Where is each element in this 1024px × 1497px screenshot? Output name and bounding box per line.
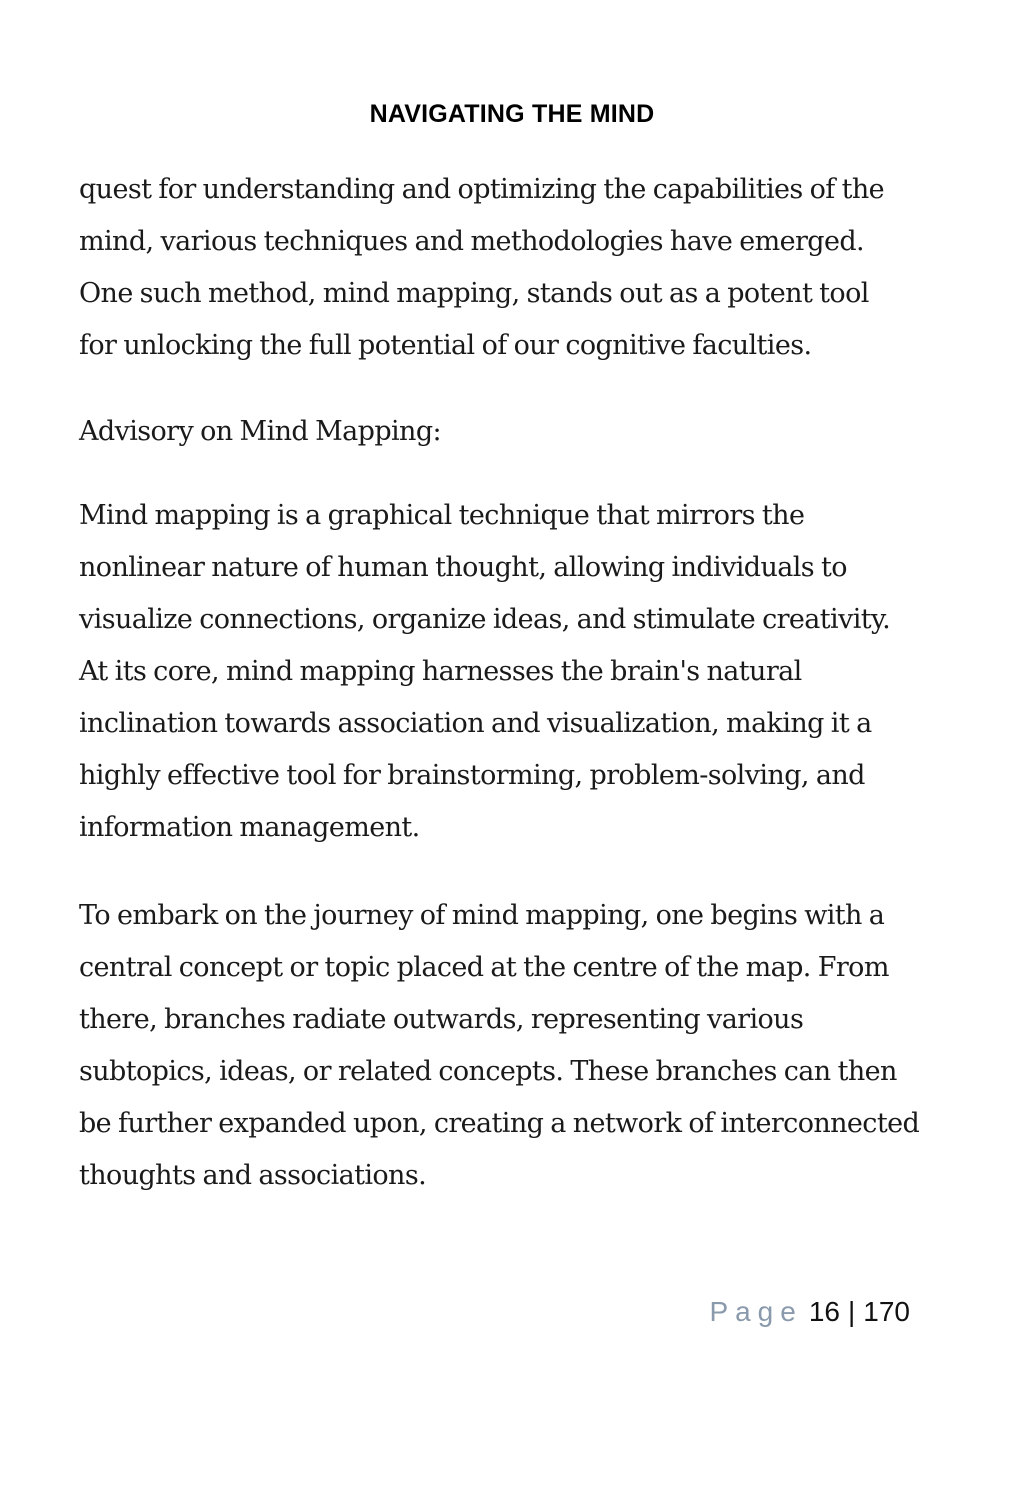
- text-line: subtopics, ideas, or related concepts. These branches can then: [79, 1056, 897, 1087]
- text-line: nonlinear nature of human thought, allowing individuals to: [79, 552, 847, 583]
- page-number: 16: [808, 1296, 840, 1327]
- page-separator: |: [848, 1296, 856, 1327]
- page-label: Page: [709, 1296, 803, 1327]
- text-line: thoughts and associations.: [79, 1160, 427, 1191]
- header-title: NAVIGATING THE MIND: [369, 100, 655, 128]
- text-line: One such method, mind mapping, stands out as a potent tool: [79, 278, 869, 309]
- text-line: for unlocking the full potential of our cognitive faculties.: [79, 330, 812, 361]
- text-line: Advisory on Mind Mapping:: [79, 416, 442, 447]
- text-line: there, branches radiate outwards, representing various: [79, 1004, 804, 1035]
- running-header: [0, 100, 1024, 129]
- text-line: At its core, mind mapping harnesses the brain's natural: [79, 656, 802, 687]
- paragraph-definition: [79, 490, 979, 854]
- page-footer: [709, 1296, 910, 1328]
- text-line: Mind mapping is a graphical technique that mirrors the: [79, 500, 805, 531]
- section-heading: [79, 406, 979, 458]
- paragraph-intro: [79, 164, 979, 372]
- total-pages: 170: [863, 1296, 910, 1327]
- text-line: be further expanded upon, creating a network of interconnected: [79, 1108, 920, 1139]
- paragraph-method: [79, 890, 979, 1202]
- text-line: mind, various techniques and methodologies have emerged.: [79, 226, 864, 257]
- text-line: quest for understanding and optimizing the capabilities of the: [79, 174, 885, 205]
- text-line: information management.: [79, 812, 420, 843]
- text-line: To embark on the journey of mind mapping, one begins with a: [79, 900, 885, 931]
- text-line: highly effective tool for brainstorming, problem-solving, and: [79, 760, 865, 791]
- text-line: visualize connections, organize ideas, and stimulate creativity.: [79, 604, 891, 635]
- text-line: inclination towards association and visualization, making it a: [79, 708, 872, 739]
- text-line: central concept or topic placed at the centre of the map. From: [79, 952, 889, 983]
